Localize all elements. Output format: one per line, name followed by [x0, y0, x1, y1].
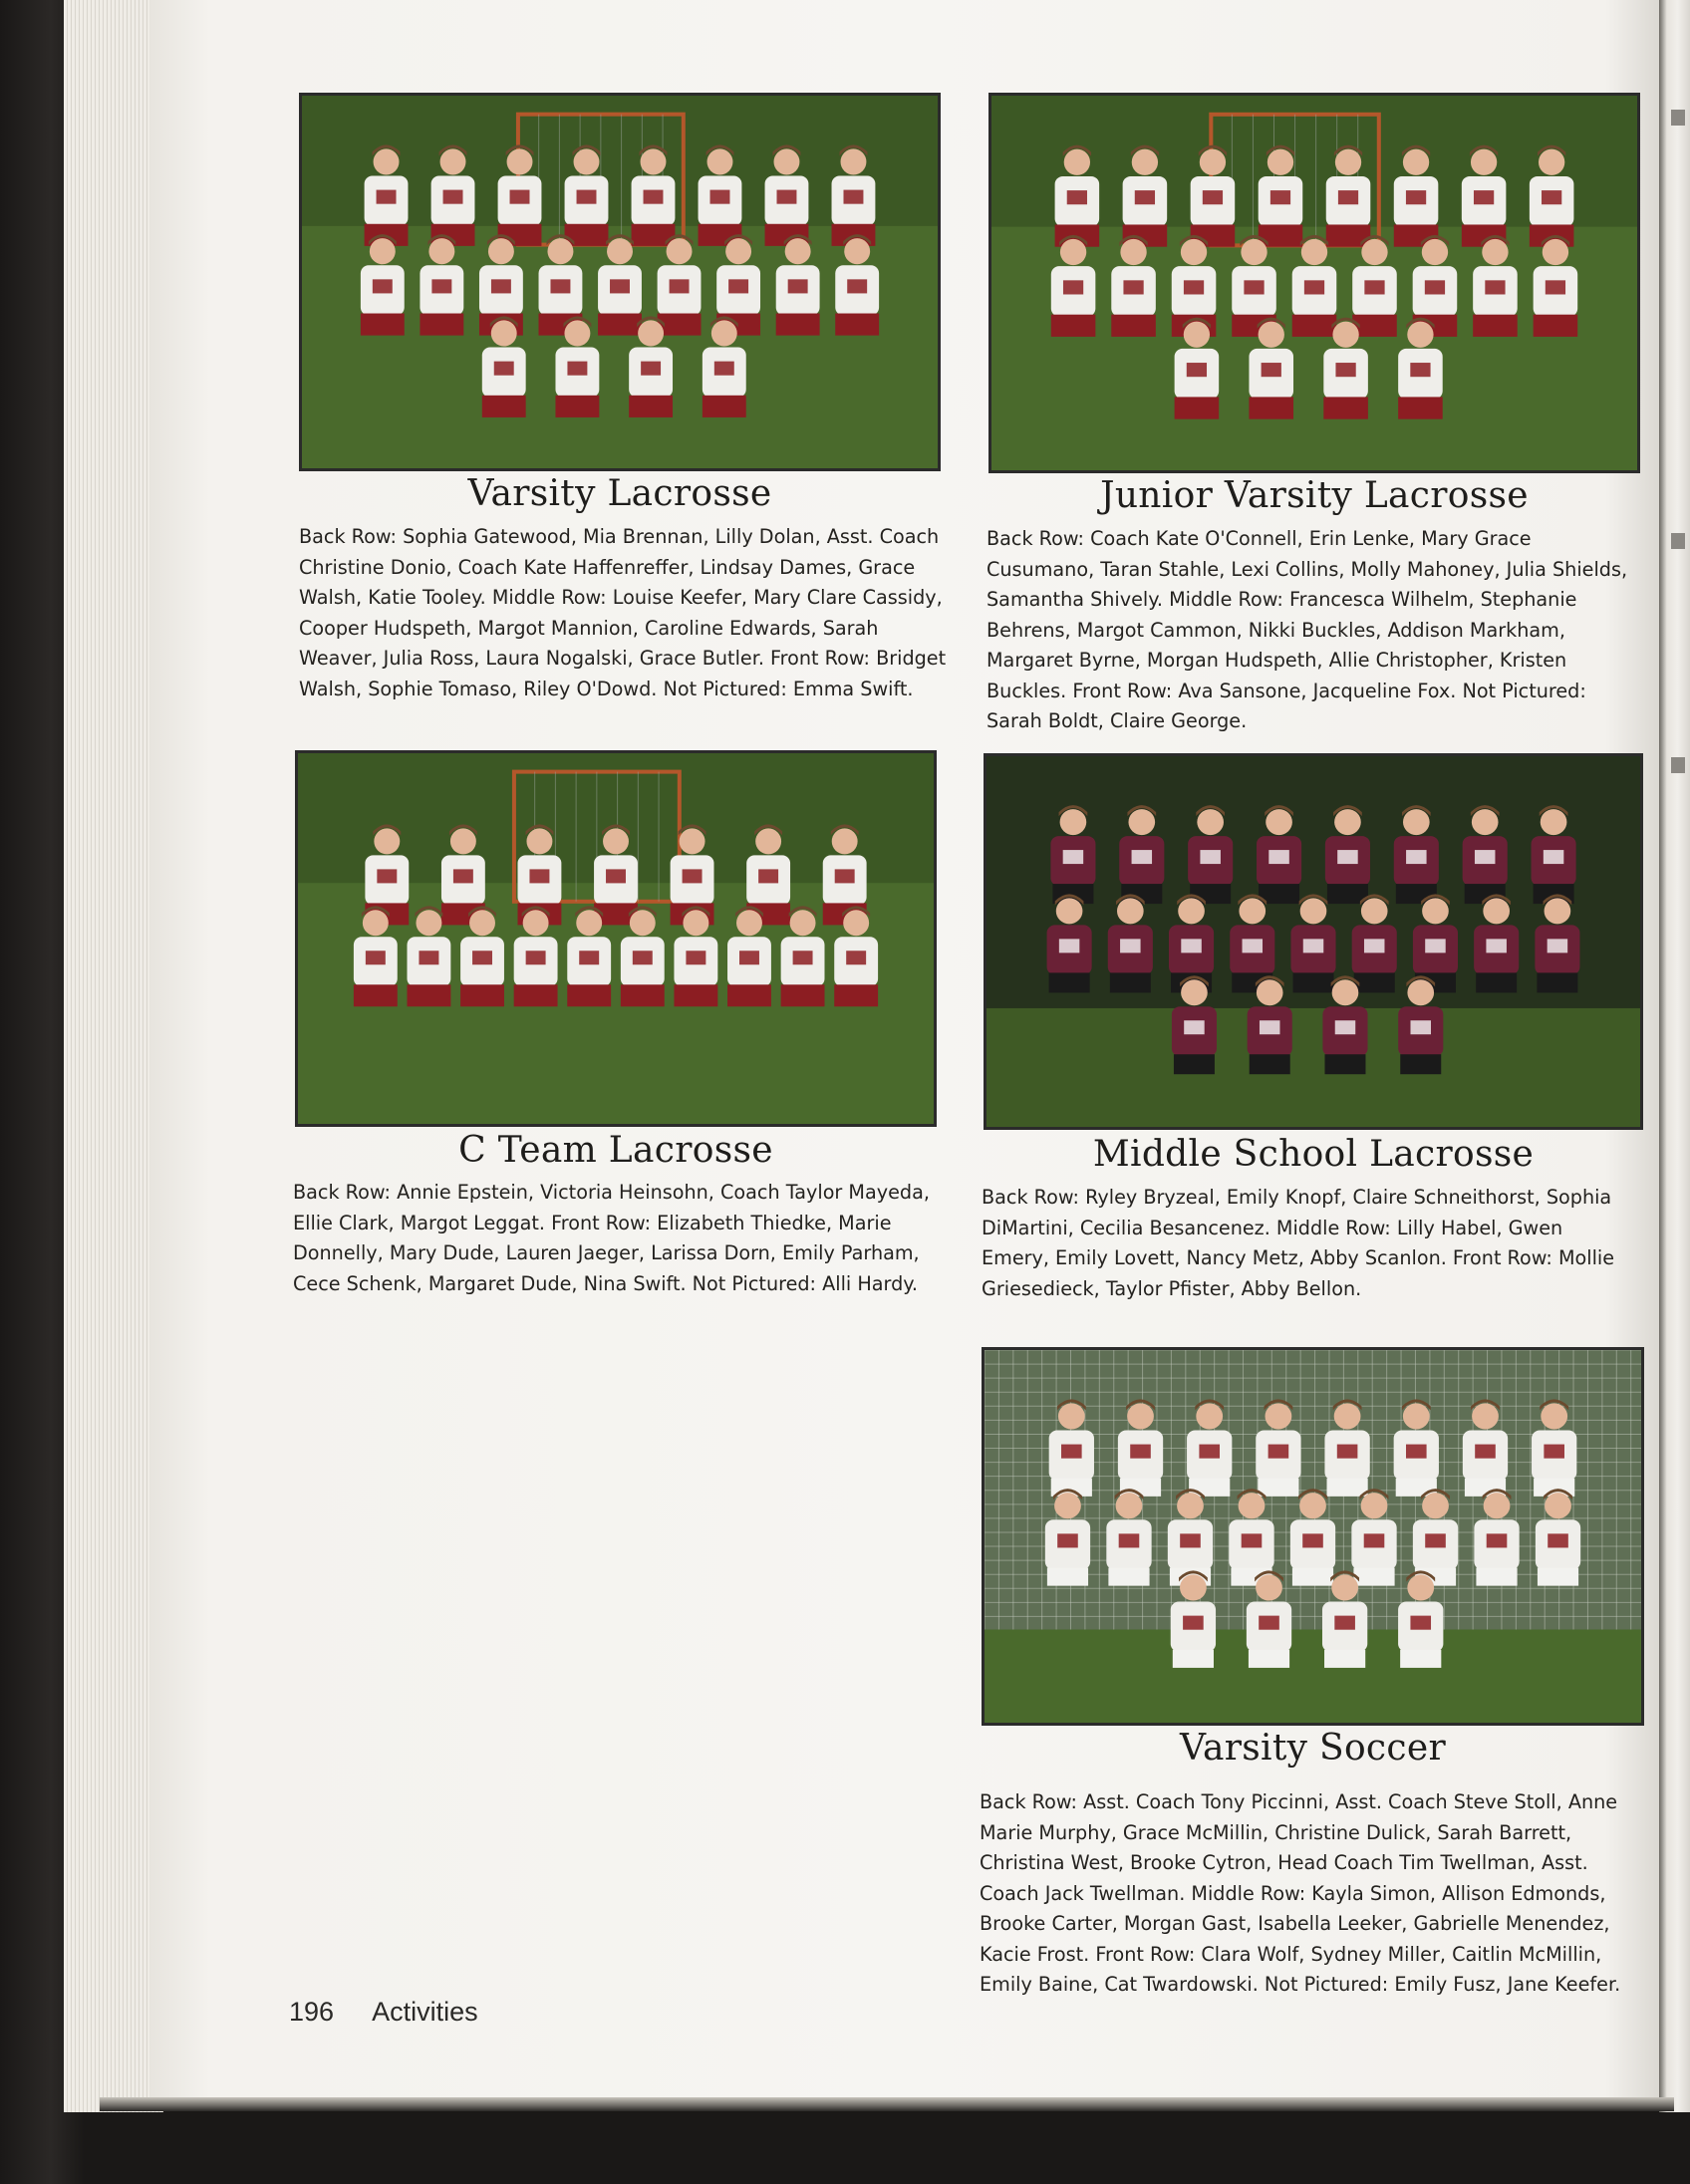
junior-varsity-lacrosse-photo	[988, 93, 1640, 473]
varsity-soccer-title: Varsity Soccer	[1180, 1728, 1446, 1769]
middle-school-lacrosse-team-image	[986, 756, 1640, 1127]
page-edges	[64, 0, 163, 2112]
varsity-lacrosse-photo	[299, 93, 941, 471]
middle-school-lacrosse-photo	[984, 753, 1643, 1130]
page-footer	[289, 1997, 478, 2028]
page-bottom-fold	[100, 2097, 1674, 2111]
middle-school-lacrosse-title: Middle School Lacrosse	[1092, 1134, 1535, 1175]
varsity-lacrosse-team-image	[302, 96, 938, 468]
c-team-lacrosse-caption: Back Row: Annie Epstein, Victoria Heinsohn, Coach Taylor Mayeda, Ellie Clark, Margot Leggat. Front Row: Elizabeth Thiedke, Marie Donnelly, Mary Dude, Lauren Jaeger, Larissa Dorn, Emily Parham, Cece Schenk, Margaret Dude, Nina Swift. Not Pictured: Alli Hardy.	[293, 1181, 930, 1295]
c-team-lacrosse-title: C Team Lacrosse	[458, 1130, 773, 1171]
varsity-lacrosse-title: Varsity Lacrosse	[467, 473, 772, 514]
varsity-soccer-caption: Back Row: Asst. Coach Tony Piccinni, Asst. Coach Steve Stoll, Anne Marie Murphy, Grace McMillin, Christine Dulick, Sarah Barrett, Christina West, Brooke Cytron, Head Coach Tim Twellman, Asst. Coach Jack Twellman. Middle Row: Kayla Simon, Allison Edmonds, Brooke Carter, Morgan Gast, Isabella Leeker, Gabrielle Menendez, Kacie Frost. Front Row: Clara Wolf, Sydney Miller, Caitlin McMillin, Emily Baine, Cat Twardowski. Not Pictured: Emily Fusz, Jane Keefer.	[980, 1790, 1621, 1996]
middle-school-lacrosse-caption: Back Row: Ryley Bryzeal, Emily Knopf, Claire Schneithorst, Sophia DiMartini, Cecilia Besancenez. Middle Row: Lilly Habel, Gwen Emery, Emily Lovett, Nancy Metz, Abby Scanlon. Front Row: Mollie Griesedieck, Taylor Pfister, Abby Bellon.	[982, 1186, 1615, 1300]
varsity-soccer-team-image	[985, 1350, 1641, 1723]
varsity-soccer-photo	[982, 1347, 1644, 1726]
facing-page-edge	[1659, 0, 1690, 2112]
varsity-lacrosse-caption: Back Row: Sophia Gatewood, Mia Brennan, Lilly Dolan, Asst. Coach Christine Donio, Coach Kate Haffenreffer, Lindsay Dames, Grace Walsh, Katie Tooley. Middle Row: Louise Keefer, Mary Clare Cassidy, Cooper Hudspeth, Margot Mannion, Caroline Edwards, Sarah Weaver, Julia Ross, Laura Nogalski, Grace Butler. Front Row: Bridget Walsh, Sophie Tomaso, Riley O'Dowd. Not Pictured: Emma Swift.	[299, 525, 947, 700]
c-team-lacrosse-photo	[295, 750, 937, 1127]
section-name: Activities	[372, 1997, 478, 2027]
c-team-lacrosse-team-image	[298, 753, 934, 1124]
junior-varsity-lacrosse-caption: Back Row: Coach Kate O'Connell, Erin Lenke, Mary Grace Cusumano, Taran Stahle, Lexi Collins, Molly Mahoney, Julia Shields, Samantha Shively. Middle Row: Francesca Wilhelm, Stephanie Behrens, Margot Cammon, Nikki Buckles, Addison Markham, Margaret Byrne, Morgan Hudspeth, Allie Christopher, Kristen Buckles. Front Row: Ava Sansone, Jacqueline Fox. Not Pictured: Sarah Boldt, Claire George.	[986, 527, 1628, 732]
page-number: 196	[289, 1997, 335, 2027]
junior-varsity-lacrosse-title: Junior Varsity Lacrosse	[1100, 475, 1529, 516]
junior-varsity-lacrosse-team-image	[991, 96, 1637, 470]
